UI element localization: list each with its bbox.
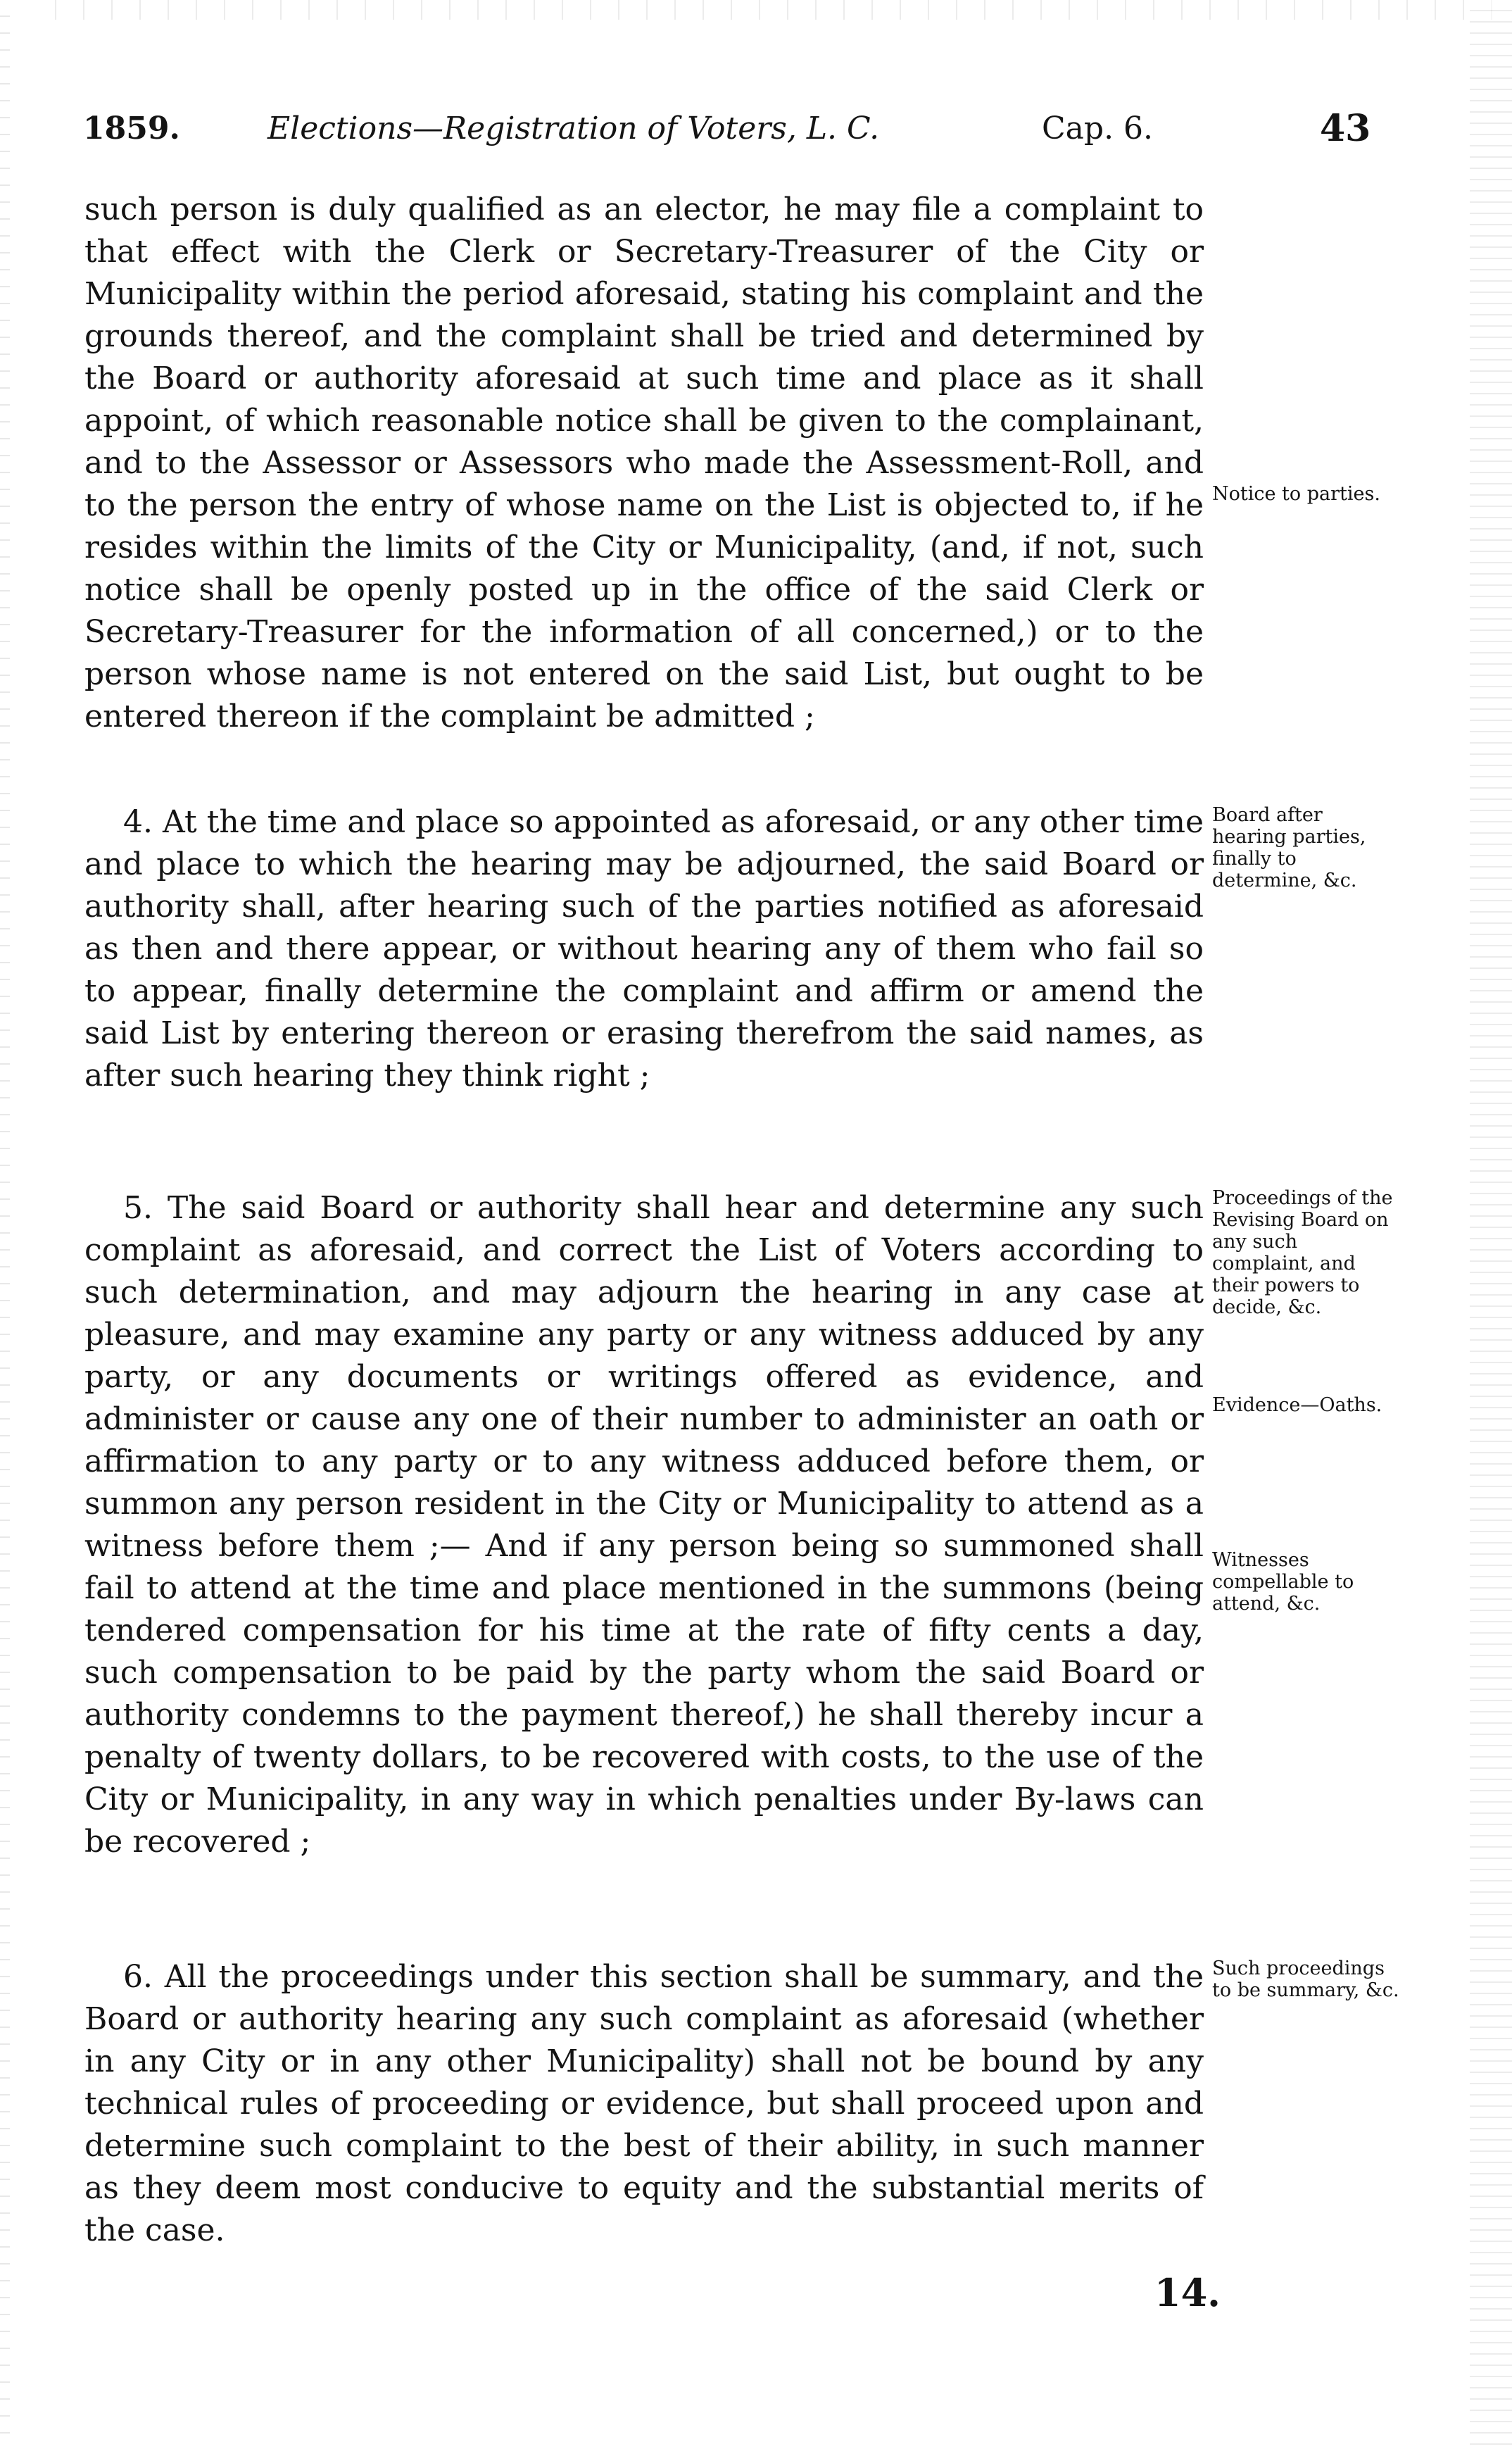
sidenote-proceedings-revising-board: Proceedings of the Revising Board on any such complaint, and their powers to decide, &c.: [1212, 1187, 1393, 1318]
paragraph-section-6: 6. All the proceedings under this section shall be summary, and the Board or authority hearing any such complaint as aforesaid (whether in any City or in any other Municipality) shall not be bound by any technical rules of proceeding or evidence, but shall proceed upon and determine such complaint to the best of their ability, in such manner as they deem most conducive to equity and the substantial merits of the case.: [84, 1959, 1204, 2248]
header-title: Elections—Registration of Voters, L. C.: [267, 111, 880, 146]
header-year: 1859.: [83, 111, 180, 146]
signature-mark: 14.: [1154, 2270, 1221, 2315]
paragraph-section-4: 4. At the time and place so appointed as aforesaid, or any other time and place to which the hearing may be adjourned, the said Board or authority shall, after hearing such of the parties notified as aforesaid as then and there appear, or without hearing any of them who fail so to appear, finally determine the complaint and affirm or amend the said List by entering thereon or erasing therefrom the said names, as after such hearing they think right ;: [84, 804, 1204, 1094]
page-edge-right: [1470, 0, 1512, 2449]
sidenote-notice-to-parties: Notice to parties.: [1212, 483, 1380, 505]
header-chapter: Cap. 6.: [1042, 111, 1154, 146]
page-edge-top: [28, 0, 1499, 20]
sidenote-summary-proceedings: Such proceedings to be summary, &c.: [1212, 1958, 1399, 2001]
sidenote-witnesses-compellable: Witnesses compellable to attend, &c.: [1212, 1549, 1354, 1615]
paragraph-continuation: such person is duly qualified as an elector, he may file a complaint to that effect with the Clerk or Secretary-Treasurer of the City or Municipality within the period aforesaid, stating his complaint and the grounds thereof, and the complaint shall be tried and determined by the Board or authority aforesaid at such time and place as it shall appoint, of which reasonable notice shall be given to the complainant, and to the Assessor or Assessors who made the Assessment-Roll, and to the person the entry of whose name on the List is objected to, if he resides within the limits of the City or Municipality, (and, if not, such notice shall be openly posted up in the office of the said Clerk or Secretary-Treasurer for the information of all concerned,) or to the person whose name is not entered on the said List, but ought to be entered thereon if the complaint be admitted ;: [84, 192, 1204, 734]
page-edge-left: [0, 0, 10, 2449]
sidenote-board-after-hearing: Board after hearing parties, finally to determine, &c.: [1212, 804, 1366, 891]
page-number: 43: [1320, 107, 1371, 150]
sidenote-evidence-oaths: Evidence—Oaths.: [1212, 1394, 1382, 1416]
paragraph-section-5: 5. The said Board or authority shall hear and determine any such complaint as aforesaid, and correct the List of Voters according to such determination, and may adjourn the hearing in any case at pleasure, and may examine any party or any witness adduced by any party, or any documents or writings offered as evidence, and administer or cause any one of their number to administer an oath or affirmation to any party or to any witness adduced before them, or summon any person resident in the City or Municipality to attend as a witness before them ;— And if any person being so summoned shall fail to attend at the time and place mentioned in the summons (being tendered compensation for his time at the rate of fifty cents a day, such compensation to be paid by the party whom the said Board or authority condemns to the payment thereof,) he shall thereby incur a penalty of twenty dollars, to be recovered with costs, to the use of the City or Municipality, in any way in which penalties under By-laws can be recovered ;: [84, 1190, 1204, 1860]
